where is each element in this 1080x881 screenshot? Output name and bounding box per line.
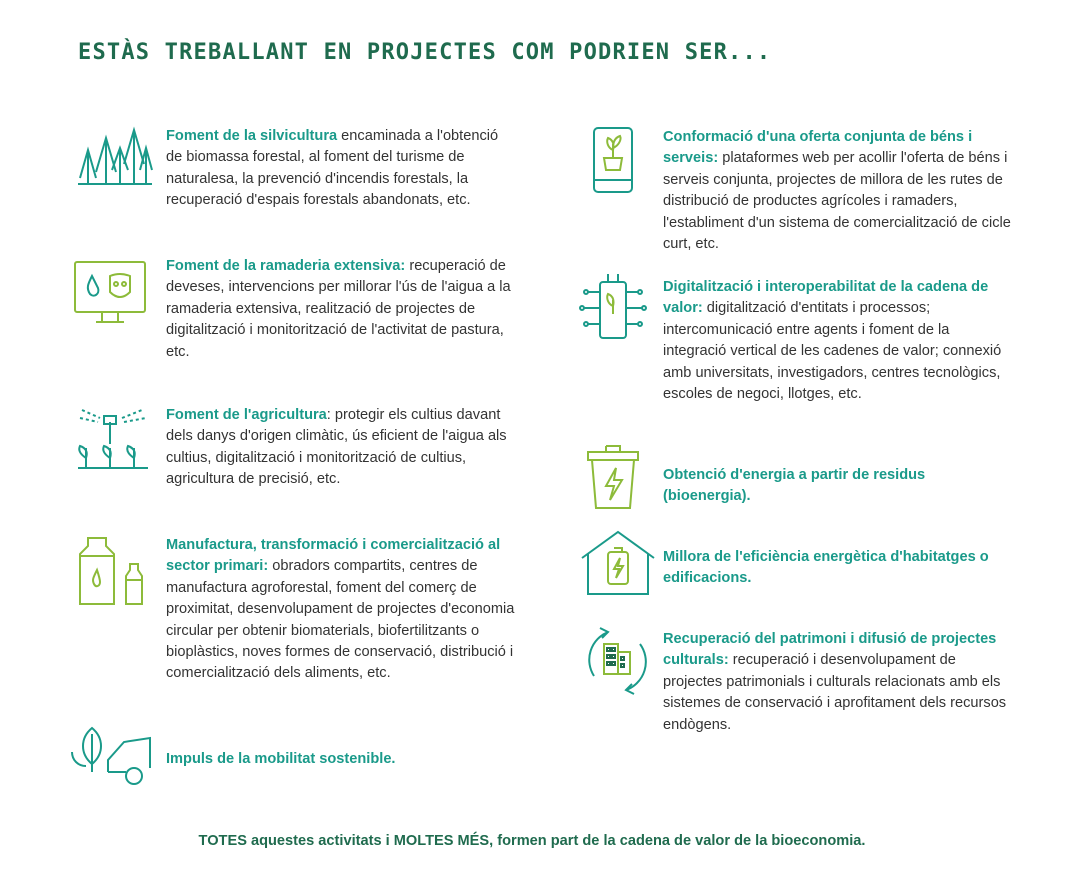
livestock-monitor-icon [72,258,156,328]
forest-icon [72,120,156,190]
phone-plant-icon [578,124,648,194]
item-text: Manufactura, transformació i comercialització al sector primari: obradors compartits, centres de manufactura agroforestal, foment del comerç de proximitat, desenvolupament de projectes d'economia circular per obtenir biomaterials, biofertilitzants o bioplàstics, noves formes de conservació, distribució i comercialització dels aliments, etc. [166,537,515,682]
page-title: ESTÀS TREBALLANT EN PROJECTES COM PODRIEN SER... [78,40,772,65]
bio-energy-bin-icon [578,442,648,512]
efficient-house-icon [578,528,658,598]
irrigation-icon [72,404,156,474]
item-text: Obtenció d'energia a partir de residus (bioenergia). [663,467,926,505]
digital-plant-chip-icon [578,272,648,342]
heritage-building-icon [578,624,656,698]
item-text: Recuperació del patrimoni i difusió de projectes culturals: recuperació i desenvolupament de projectes patrimonials i culturals relacionats amb els sistemes de conservació i aprofitament dels recursos endògens. [663,631,1007,733]
item-text: Conformació d'una oferta conjunta de béns i serveis: plataformes web per acollir l'oferta de béns i serveis conjunta, projectes de millora de les rutes de distribució de productes agrícoles i ramaders, l'establiment d'un sistema de comercialització de cicle curt, etc. [663,129,1011,253]
electric-vehicle-icon [68,724,158,786]
item-text: Foment de la silvicultura encaminada a l'obtenció de biomassa forestal, al foment del turisme de naturalesa, la prevenció d'incendis forestals, la recuperació d'espais forestals abandonats, etc. [166,128,499,209]
item-text: Foment de la ramaderia extensiva: recuperació de deveses, intervencions per millorar l'ús de l'aigua a la ramaderia extensiva, realització de projectes de digitalització i monitorització de l'activitat de pastura, etc. [166,258,511,360]
milk-bottles-icon [72,534,156,608]
item-text: Digitalització i interoperabilitat de la cadena de valor: digitalització d'entitats i processos; intercomunicació entre agents i foment de la integració vertical de les cadenes de valor; connexió amb universitats, investigadors, centres tecnològics, escoles de negoci, llotges, etc. [663,279,1002,403]
item-text: Foment de l'agricultura: protegir els cultius davant dels danys d'origen climàtic, ús eficient de l'aigua als cultius, digitalització i monitorització de cultius, agricultura de precisió, etc. [166,407,507,488]
footer-note: TOTES aquestes activitats i MOLTES MÉS, formen part de la cadena de valor de la bioeconomia. [198,833,866,849]
item-text: Millora de l'eficiència energètica d'habitatges o edificacions. [663,549,989,587]
item-text: Impuls de la mobilitat sostenible. [166,751,396,767]
